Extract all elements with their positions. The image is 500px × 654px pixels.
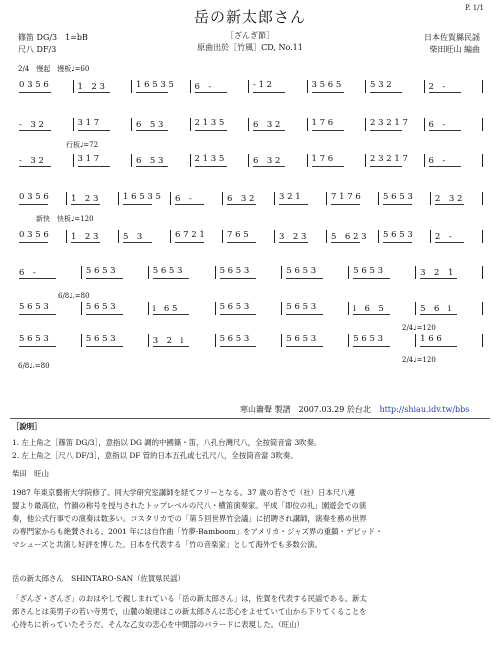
beam-line (153, 278, 190, 279)
beam-line (19, 92, 51, 93)
barline (378, 192, 379, 205)
barline (66, 192, 67, 205)
barline (378, 230, 379, 243)
score-row (16, 230, 484, 250)
barline (222, 230, 223, 243)
beam-line (19, 242, 48, 243)
barline (131, 154, 132, 167)
beam-line (435, 204, 464, 205)
score-row (16, 334, 484, 354)
beam-line (220, 278, 257, 279)
tempo-row6: 6/8♩.=80 (58, 292, 90, 300)
barline (118, 230, 119, 243)
song-desc-line: 「ざんざ・ざんざ」のおはやしで親しまれている「岳の新太郎さん」は，佐賀を代表する民謡である。新太 (12, 594, 367, 603)
tempo-row7: 6/8♩.=80 (18, 362, 50, 370)
beam-line (353, 314, 390, 315)
beam-line (175, 204, 204, 205)
measure: 6 5 3 (136, 120, 164, 130)
beam-line (429, 92, 461, 93)
measure: 5 6 5 3 (286, 266, 317, 276)
beam-line (279, 204, 308, 205)
beam-line (153, 346, 190, 347)
measure: 5 6 5 3 (383, 192, 413, 202)
measure: 5 6 5 3 (286, 302, 317, 312)
barline (415, 302, 416, 315)
beam-line (253, 92, 285, 93)
measure: 5 6 5 3 (219, 334, 250, 344)
barline (73, 80, 74, 93)
measure: 1 2 3 (71, 232, 99, 242)
beam-line (195, 92, 227, 93)
barline (365, 118, 366, 131)
measure: 1 7 6 (311, 118, 334, 128)
barline (248, 80, 249, 93)
barline (307, 118, 308, 131)
beam-line (353, 278, 390, 279)
score-row (16, 192, 484, 212)
beam-line (286, 278, 323, 279)
barline (81, 334, 82, 347)
measure: 6 3 2 (253, 120, 281, 130)
barline (148, 302, 149, 315)
measure: 5 6 5 3 (85, 334, 116, 344)
barline (215, 266, 216, 279)
credit-link[interactable]: http://shiau.idv.tw/bbs (379, 405, 470, 414)
barline (482, 230, 483, 243)
measure: 0 3 5 6 (19, 230, 49, 240)
note-2: 2. 左上角之［尺八 DF/3］，意指以 DF 管的日本五孔或七孔尺八，全按筒音當 3吹奏。 (12, 451, 298, 460)
measure: 5 6 5 3 (353, 334, 384, 344)
measure: 7 6 5 (227, 230, 249, 240)
score-row (16, 154, 484, 174)
beam-line (220, 346, 257, 347)
beam-line (19, 204, 48, 205)
bio-line: 1987 年東京藝術大学院修了。同大学研究室講師を経てフリーとなる。37 歳の若さで（社）日本尺八連 (12, 488, 356, 497)
measure: 6 - (194, 82, 212, 92)
beam-line (78, 166, 110, 167)
barline (348, 266, 349, 279)
barline (482, 118, 483, 131)
beam-line (71, 204, 100, 205)
measure: 6 - (175, 194, 192, 204)
barline (424, 118, 425, 131)
measure: 3 2 1 (420, 268, 454, 278)
barline (170, 192, 171, 205)
beam-line (136, 166, 168, 167)
barline (248, 118, 249, 131)
measure: 6 7 2 1 (175, 230, 205, 240)
barline (365, 154, 366, 167)
score-row (16, 302, 484, 322)
source-line: 原曲出於［竹風］CD, No.11 (197, 43, 303, 52)
barline (248, 154, 249, 167)
barline (307, 154, 308, 167)
measure: 2 3 2 1 7 (370, 154, 408, 164)
beam-line (253, 166, 285, 167)
beam-line (383, 242, 412, 243)
measure: 5 6 5 3 (19, 302, 49, 312)
credit (240, 404, 469, 415)
note-1: 1. 左上角之［篠笛 DG/3］，意指以 DG 調的中國篠・笛，八孔台灣尺八，全按筒音當 3吹奏。 (12, 438, 322, 447)
barline (482, 154, 483, 167)
barline (215, 334, 216, 347)
page-number: P. 1/1 (464, 4, 484, 12)
barline (482, 302, 483, 315)
beam-line (383, 204, 412, 205)
beam-line (86, 278, 123, 279)
measure: 5 6 5 3 (19, 334, 49, 344)
barline (415, 266, 416, 279)
beam-line (227, 242, 256, 243)
beam-line (86, 314, 123, 315)
measure: 1 6 5 3 5 (136, 80, 174, 90)
beam-line (312, 130, 344, 131)
left-info-1: 篠笛 DG/3 1=bB (18, 33, 88, 42)
barline (281, 266, 282, 279)
song-description (12, 592, 367, 631)
score-row (16, 80, 484, 100)
author-name: 柴田 旺山 (12, 469, 49, 478)
barline (81, 302, 82, 315)
barline (482, 334, 483, 347)
barline (482, 80, 483, 93)
barline (274, 230, 275, 243)
measure: 2 1 3 5 (194, 154, 225, 164)
beam-line (19, 314, 56, 315)
beam-line (227, 204, 256, 205)
barline (482, 192, 483, 205)
barline (281, 302, 282, 315)
measure: 5 6 5 3 (152, 266, 183, 276)
beam-line (78, 130, 110, 131)
beam-line (71, 242, 100, 243)
left-info-2: 尺八 DF/3 (18, 45, 57, 54)
barline (73, 118, 74, 131)
divider (10, 418, 490, 419)
measure: 1 6 6 (420, 334, 442, 344)
measure: 6 - (19, 268, 36, 278)
tempo-row4: 新快 快板♩=120 (36, 215, 94, 223)
measure: 2 - (435, 232, 452, 242)
measure: 5 6 5 3 (219, 266, 250, 276)
song-desc-line: 心待ちに祈っていたそうだ。そんな乙女の恋心を中間部のバラードに表現した。（旺山） (12, 620, 304, 629)
beam-line (123, 242, 152, 243)
tempo-row1: 2/4 慢起 慢板♩=60 (18, 65, 90, 73)
measure: 5 6 5 3 (383, 230, 413, 240)
barline (170, 230, 171, 243)
beam-line (353, 346, 390, 347)
measure: 5 6 i (420, 304, 451, 314)
right-info-2: 柴田旺山 編曲 (429, 45, 480, 54)
measure: - 1 2 (253, 80, 273, 90)
beam-line (286, 314, 323, 315)
beam-line (420, 346, 457, 347)
measure: 1 7 6 (311, 154, 334, 164)
beam-line (420, 314, 457, 315)
right-info-1: 日本佐賀縣民謡 (424, 33, 480, 42)
beam-line (420, 278, 457, 279)
song-desc-line: 郎さんとは美男子の若い寺男で，山麓の娘達はこの新太郎さんに恋心をよせていて山から下りてくることを (12, 607, 367, 616)
barline (131, 80, 132, 93)
barline (365, 80, 366, 93)
barline (348, 334, 349, 347)
measure: 5 6 2 3 (331, 232, 367, 242)
measure: - 3 2 (19, 120, 44, 130)
bio-line: の専門家からも絶賛される。2001 年には自作曲「竹夢-Bamboom」をアメリカ・ジャズ界の重鎮・デビッド・ (12, 527, 383, 536)
measure: 3 1 7 (77, 154, 100, 164)
tempo-row7b: 2/4♩=120 (402, 356, 436, 364)
barline (430, 192, 431, 205)
measure: 2 3 2 (435, 194, 463, 204)
page-title: 岳の新太郎さん (193, 8, 306, 26)
barline (190, 80, 191, 93)
beam-line (435, 242, 464, 243)
beam-line (136, 130, 168, 131)
beam-line (429, 130, 461, 131)
barline (148, 266, 149, 279)
measure: 3 1 7 (77, 118, 100, 128)
score-row (16, 266, 484, 286)
measure: 3 5 6 5 (311, 80, 342, 90)
beam-line (286, 346, 323, 347)
measure: 3 2 3 (279, 232, 307, 242)
measure: 2 3 2 1 7 (370, 118, 408, 128)
barline (482, 266, 483, 279)
barline (430, 230, 431, 243)
tempo-row3: 行板♩=72 (66, 141, 99, 149)
measure: 5 6 5 3 (85, 302, 116, 312)
score-row (16, 118, 484, 138)
barline (281, 334, 282, 347)
barline (190, 154, 191, 167)
barline (326, 230, 327, 243)
barline (424, 154, 425, 167)
measure: 6 3 2 (253, 156, 281, 166)
beam-line (331, 204, 360, 205)
beam-line (429, 166, 461, 167)
barline (326, 192, 327, 205)
measure: 1 6 5 3 5 (123, 192, 161, 202)
measure: 5 6 5 3 (353, 266, 384, 276)
beam-line (370, 130, 402, 131)
tempo-row6b: 2/4♩=120 (402, 324, 436, 332)
beam-line (220, 314, 257, 315)
measure: 0 3 5 6 (19, 192, 49, 202)
beam-line (370, 166, 402, 167)
measure: - 3 2 (19, 156, 44, 166)
measure: 1 2 3 (71, 194, 99, 204)
barline (148, 334, 149, 347)
beam-line (253, 130, 285, 131)
beam-line (123, 204, 152, 205)
measure: i 6 5 (353, 304, 384, 314)
bio-line: マシューズと共演し好評を博した。日本を代表する「竹の音楽家」として海外でも多数公演。 (12, 540, 322, 549)
barline (307, 80, 308, 93)
barline (131, 118, 132, 131)
beam-line (153, 314, 190, 315)
measure: 3 2 1 (279, 192, 301, 202)
beam-line (19, 130, 51, 131)
barline (215, 302, 216, 315)
measure: 2 1 3 5 (194, 118, 225, 128)
bio-line: 盟より最高位，竹韻の称号を授与されたトップレベルの尺八・横笛演奏家。平成「即位の礼」園遊会での演 (12, 501, 367, 510)
explain-heading: ［說明］ (12, 422, 42, 431)
beam-line (19, 166, 51, 167)
measure: 5 6 5 3 (85, 266, 116, 276)
beam-line (78, 92, 110, 93)
beam-line (19, 346, 56, 347)
barline (81, 266, 82, 279)
measure: 5 6 5 3 (286, 334, 317, 344)
barline (118, 192, 119, 205)
subtitle: ［ざんぎ節］ (226, 31, 274, 40)
barline (415, 334, 416, 347)
measure: 7 1 7 6 (331, 192, 361, 202)
measure: 5 6 5 3 (219, 302, 250, 312)
song-heading: 岳の新太郎さん SHINTARO-SAN（佐賀県民謡） (12, 574, 185, 583)
measure: 2 - (428, 82, 446, 92)
measure: i 6 5 (152, 304, 178, 314)
beam-line (195, 130, 227, 131)
barline (348, 302, 349, 315)
barline (66, 230, 67, 243)
beam-line (195, 166, 227, 167)
measure: 6 - (428, 156, 446, 166)
measure: 3 2 i (152, 336, 184, 346)
beam-line (312, 92, 344, 93)
credit-text: 寒山簫聲 製譜 2007.03.29 於台北 (240, 405, 371, 414)
beam-line (175, 242, 204, 243)
barline (424, 80, 425, 93)
measure: 6 - (428, 120, 446, 130)
bio-line: 奏，他公式行事での演奏は数多い。コスタリカでの「第５回世界竹会議」に招聘され講師，演奏を務め世界 (12, 514, 367, 523)
barline (73, 154, 74, 167)
measure: 0 3 5 6 (19, 80, 49, 90)
beam-line (86, 346, 123, 347)
measure: 1 2 3 (77, 82, 105, 92)
measure: 5 3 (123, 232, 143, 242)
barline (222, 192, 223, 205)
measure: 6 5 3 (136, 156, 164, 166)
barline (190, 118, 191, 131)
beam-line (312, 166, 344, 167)
measure: 6 3 2 (227, 194, 255, 204)
beam-line (370, 92, 402, 93)
bio (12, 486, 383, 551)
beam-line (136, 92, 168, 93)
beam-line (19, 278, 56, 279)
beam-line (279, 242, 308, 243)
barline (274, 192, 275, 205)
measure: 5 3 2 (370, 80, 392, 90)
beam-line (331, 242, 360, 243)
